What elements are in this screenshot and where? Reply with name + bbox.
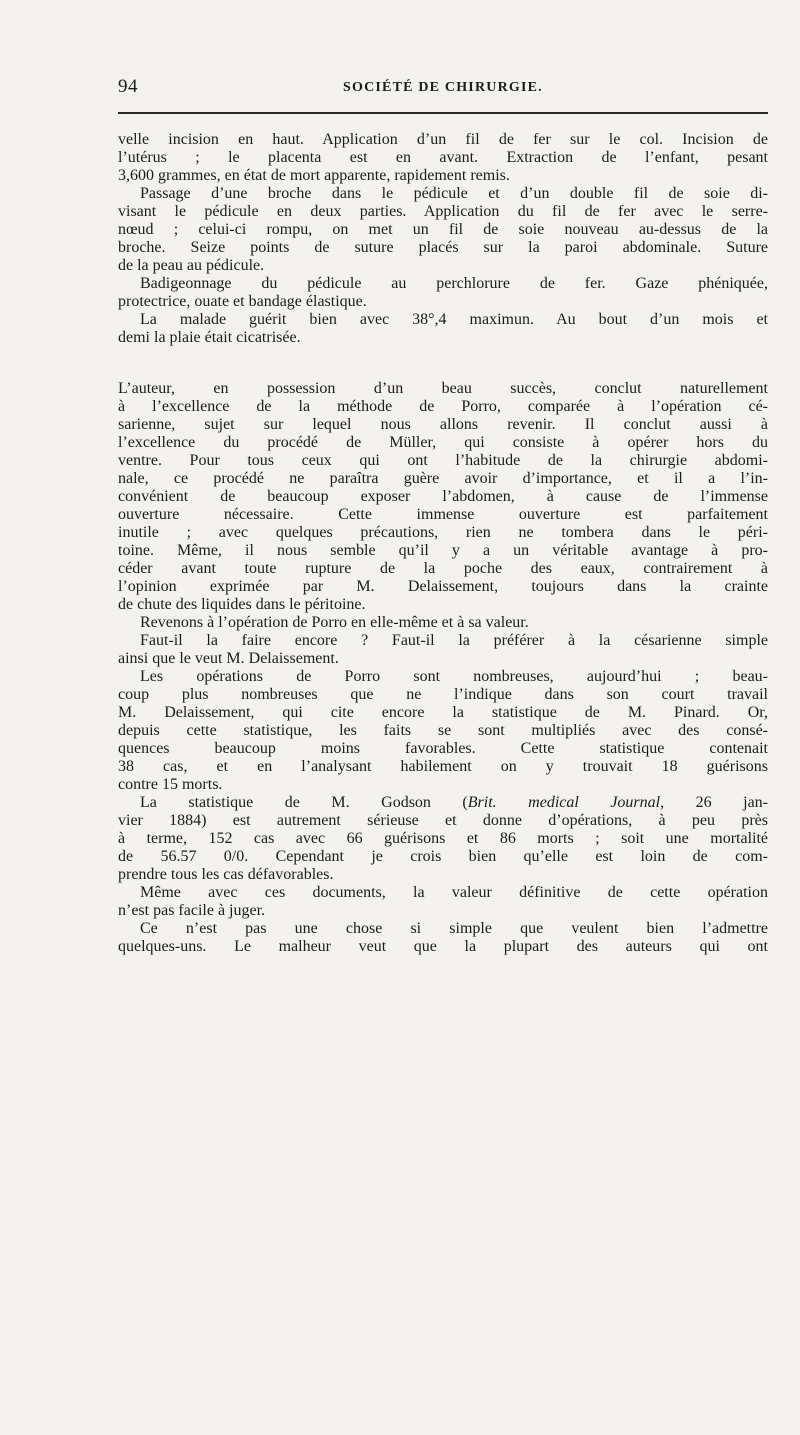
text-line: velle incision en haut. Application d’un fil de fer sur le col. Incision de: [118, 131, 768, 148]
text-line: ouverture nécessaire. Cette immense ouverture est parfaitement: [118, 506, 768, 523]
text-line: Revenons à l’opération de Porro en elle-même et à sa valeur.: [140, 614, 529, 631]
text-line: coup plus nombreuses que ne l’indique dans son court travail: [118, 686, 768, 703]
text-line: céder avant toute rupture de la poche des eaux, contrairement à: [118, 560, 768, 577]
journal-title: Brit. medical Journal: [467, 794, 661, 811]
text-line: ainsi que le veut M. Delaissement.: [118, 650, 339, 667]
text-line: inutile ; avec quelques précautions, rien ne tombera dans le péri-: [118, 524, 768, 541]
page-header: [118, 70, 768, 104]
case-report-block: [118, 131, 768, 347]
text-line: n’est pas facile à juger.: [118, 902, 266, 919]
discussion-block: [118, 380, 768, 956]
text-line: visant le pédicule en deux parties. Application du fil de fer avec le serre-: [118, 203, 768, 220]
page-number: 94: [118, 76, 138, 97]
text-line: l’utérus ; le placenta est en avant. Extraction de l’enfant, pesant: [118, 149, 768, 166]
text-line-godson: [118, 794, 768, 812]
text-line: prendre tous les cas défavorables.: [118, 866, 334, 883]
text-line: vier 1884) est autrement sérieuse et donne d’opérations, à peu près: [118, 812, 768, 829]
text-line: l’opinion exprimée par M. Delaissement, toujours dans la crainte: [118, 578, 768, 595]
text-line: quelques-uns. Le malheur veut que la plupart des auteurs qui ont: [118, 938, 768, 955]
running-title: SOCIÉTÉ DE CHIRURGIE.: [343, 80, 543, 95]
header-rule: [118, 112, 768, 114]
text-line: Même avec ces documents, la valeur définitive de cette opération: [140, 884, 768, 901]
text-line: contre 15 morts.: [118, 776, 223, 793]
text-line: de chute des liquides dans le péritoine.: [118, 596, 366, 613]
page: [118, 70, 768, 956]
text-fragment: La statistique de M. Godson (: [140, 794, 468, 811]
text-line: M. Delaissement, qui cite encore la statistique de M. Pinard. Or,: [118, 704, 768, 721]
text-line: 38 cas, et en l’analysant habilement on y trouvait 18 guérisons: [118, 758, 768, 775]
text-line: de la peau au pédicule.: [118, 257, 265, 274]
text-line: quences beaucoup moins favorables. Cette statistique contenait: [118, 740, 768, 757]
text-line: L’auteur, en possession d’un beau succès, conclut naturellement: [118, 380, 768, 397]
text-line: de 56.57 0/0. Cependant je crois bien qu’elle est loin de com-: [118, 848, 768, 865]
text-line: à l’excellence de la méthode de Porro, comparée à l’opération cé-: [118, 398, 768, 415]
text-line: sarienne, sujet sur lequel nous allons revenir. Il conclut aussi à: [118, 416, 768, 433]
text-line: nale, ce procédé ne paraîtra guère avoir d’importance, et il a l’in-: [118, 470, 768, 487]
text-line: Badigeonnage du pédicule au perchlorure de fer. Gaze phéniquée,: [140, 275, 768, 292]
text-line: nœud ; celui-ci rompu, on met un fil de soie nouveau au-dessus de la: [118, 221, 768, 238]
text-line: ventre. Pour tous ceux qui ont l’habitude de la chirurgie abdomi-: [118, 452, 768, 469]
text-line: l’excellence du procédé de Müller, qui consiste à opérer hors du: [118, 434, 768, 451]
text-line: Les opérations de Porro sont nombreuses, aujourd’hui ; beau-: [140, 668, 768, 685]
text-line: depuis cette statistique, les faits se sont multipliés avec des consé-: [118, 722, 768, 739]
text-line: Passage d’une broche dans le pédicule et d’un double fil de soie di-: [140, 185, 768, 202]
text-line: 3,600 grammes, en état de mort apparente, rapidement remis.: [118, 167, 510, 184]
text-line: toine. Même, il nous semble qu’il y a un véritable avantage à pro-: [118, 542, 768, 559]
text-line: demi la plaie était cicatrisée.: [118, 329, 301, 346]
text-fragment: , 26 jan-: [660, 794, 769, 811]
text-line: broche. Seize points de suture placés sur la paroi abdominale. Suture: [118, 239, 768, 256]
text-line: Faut-il la faire encore ? Faut-il la préférer à la césarienne simple: [140, 632, 768, 649]
text-line: protectrice, ouate et bandage élastique.: [118, 293, 367, 310]
text-line: convénient de beaucoup exposer l’abdomen, à cause de l’immense: [118, 488, 768, 505]
text-line: à terme, 152 cas avec 66 guérisons et 86 morts ; soit une mortalité: [118, 830, 768, 847]
text-line: La malade guérit bien avec 38°,4 maximun. Au bout d’un mois et: [140, 311, 768, 328]
text-line: Ce n’est pas une chose si simple que veulent bien l’admettre: [140, 920, 768, 937]
